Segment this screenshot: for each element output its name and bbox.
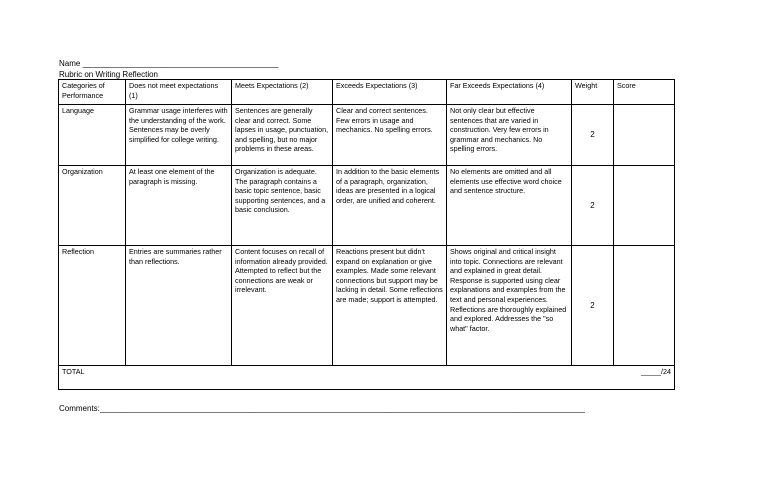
name-field: Name ____________________________________________ (59, 59, 279, 68)
header-row (59, 80, 675, 105)
meets-cell: Organization is adequate. The paragraph contains a basic topic sentence, basic supporting sentences, and a basic conclusion. (232, 166, 333, 246)
header-meets: Meets Expectations (2) (232, 80, 333, 105)
total-label: TOTAL (62, 367, 85, 376)
score-cell[interactable] (614, 105, 675, 166)
category-cell: Reflection (59, 246, 126, 366)
far-exceeds-cell: No elements are omitted and all elements use effective word choice and sentence structure. (447, 166, 572, 246)
score-cell[interactable] (614, 246, 675, 366)
score-cell[interactable] (614, 166, 675, 246)
exceeds-cell: Clear and correct sentences. Few errors in usage and mechanics. No spelling errors. (333, 105, 447, 166)
total-row (59, 366, 675, 390)
category-cell: Organization (59, 166, 126, 246)
header-categories: Categories of Performance (59, 80, 126, 105)
exceeds-cell: Reactions present but didn't expand on explanation or give examples. Made some relevant connections but support may be lacking in detail. Some reflections are made; support is attempted. (333, 246, 447, 366)
does-not-meet-cell: At least one element of the paragraph is missing. (126, 166, 232, 246)
total-cell (59, 366, 675, 390)
table-row (59, 246, 675, 366)
header-far-exceeds: Far Exceeds Expectations (4) (447, 80, 572, 105)
exceeds-cell: In addition to the basic elements of a paragraph, organization, ideas are presented in a logical order, are unified and coherent. (333, 166, 447, 246)
header-weight: Weight (572, 80, 614, 105)
weight-cell: 2 (572, 166, 614, 246)
table-row (59, 105, 675, 166)
far-exceeds-cell: Shows original and critical insight into topic. Connections are relevant and explained in great detail. Response is supported using clear explanations and examples from the text and personal experiences. Reflections are thoroughly explained and explored. Addresses the "so what" factor. (447, 246, 572, 366)
meets-cell: Sentences are generally clear and correct. Some lapses in usage, punctuation, and spelling, but no major problems in these areas. (232, 105, 333, 166)
comments-field[interactable]: Comments:_____________________________________________________________________________________________________________ (59, 404, 585, 413)
total-score[interactable]: _____/24 (641, 367, 671, 376)
weight-cell: 2 (572, 246, 614, 366)
does-not-meet-cell: Grammar usage interferes with the understanding of the work. Sentences may be overly simplified for college writing. (126, 105, 232, 166)
far-exceeds-cell: Not only clear but effective sentences that are varied in construction. Very few errors in grammar and mechanics. No spelling errors. (447, 105, 572, 166)
header-score: Score (614, 80, 675, 105)
category-cell: Language (59, 105, 126, 166)
rubric-table (58, 79, 675, 390)
weight-cell: 2 (572, 105, 614, 166)
header-does-not-meet: Does not meet expectations (1) (126, 80, 232, 105)
rubric-title: Rubric on Writing Reflection (59, 70, 159, 79)
table-row (59, 166, 675, 246)
meets-cell: Content focuses on recall of information already provided. Attempted to reflect but the connections are weak or irrelevant. (232, 246, 333, 366)
header-exceeds: Exceeds Expectations (3) (333, 80, 447, 105)
does-not-meet-cell: Entries are summaries rather than reflections. (126, 246, 232, 366)
